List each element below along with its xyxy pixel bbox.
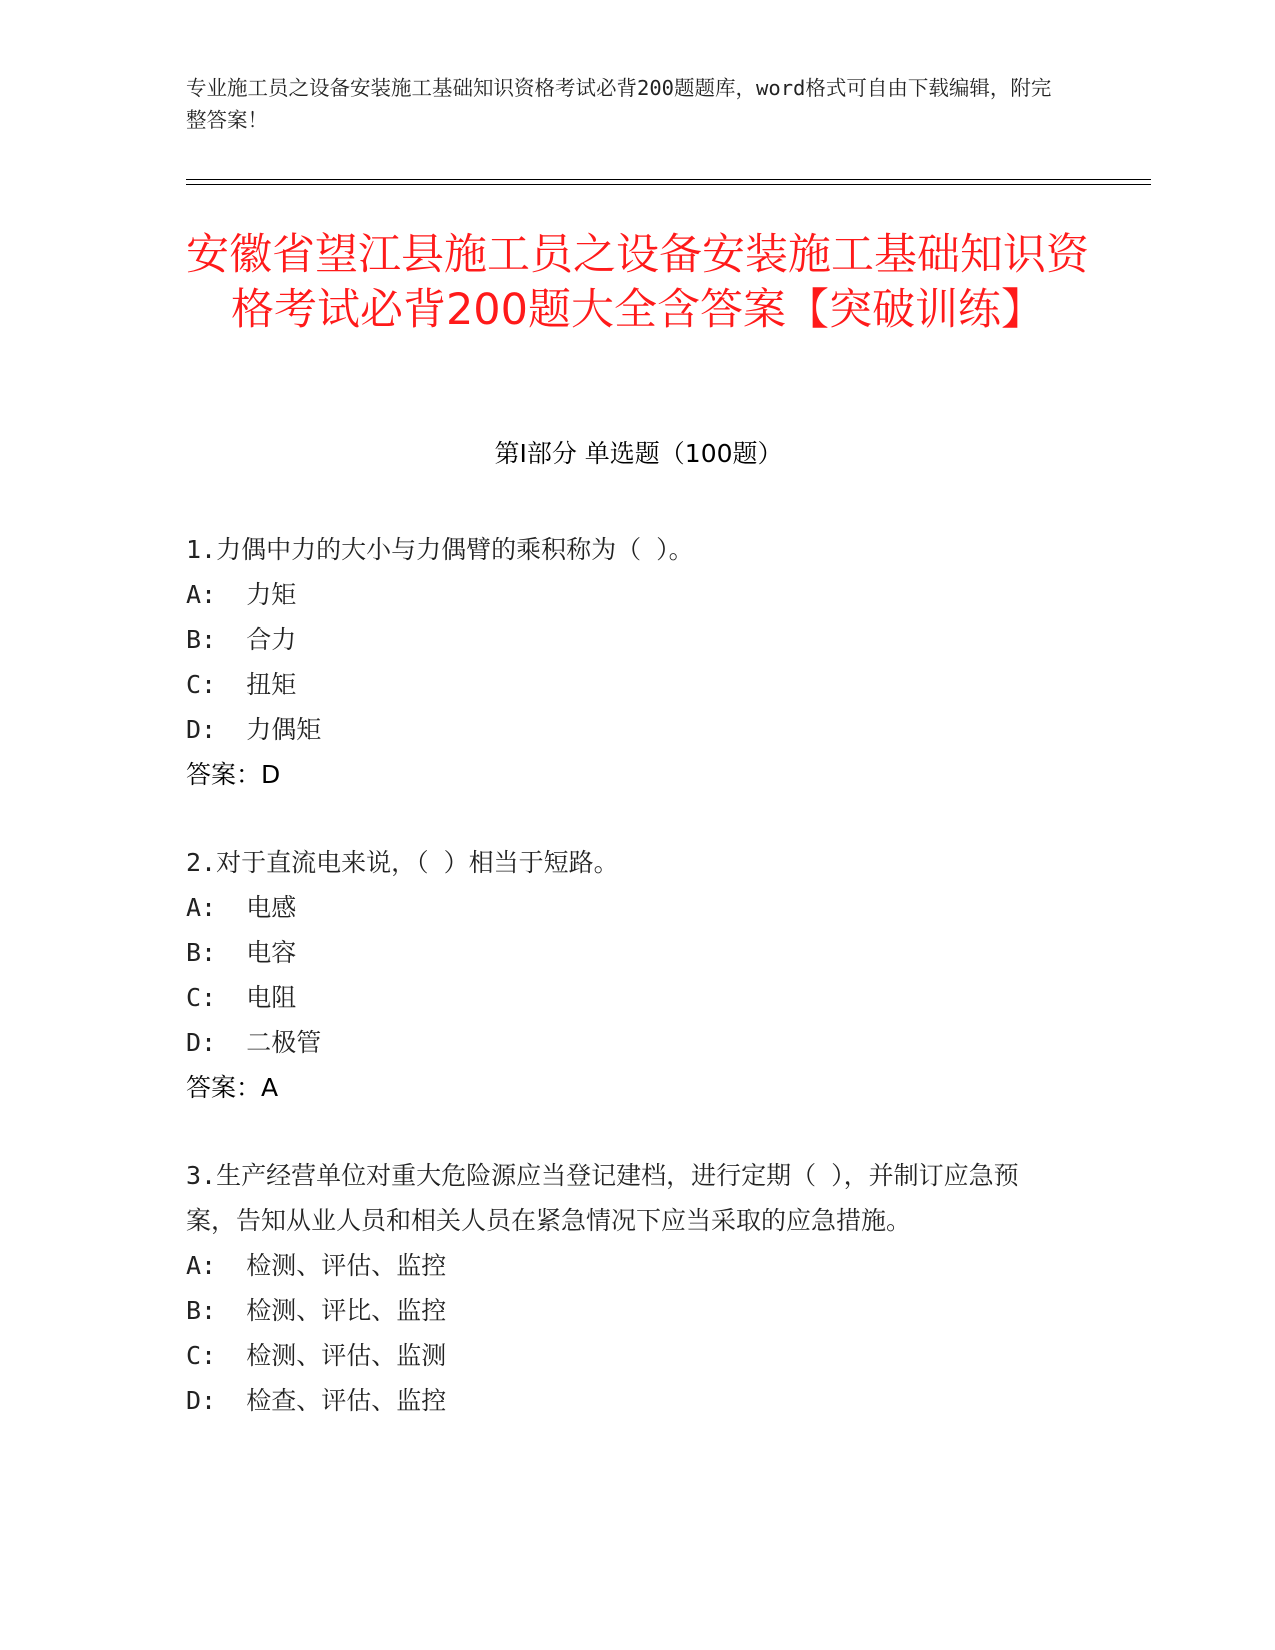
option-c: C: 电阻 [186,983,297,1012]
divider-line [186,184,1151,185]
document-title: 安徽省望江县施工员之设备安装施工基础知识资格考试必背200题大全含答案【突破训练】 [186,230,1089,335]
question-item [186,840,1066,1110]
option-a: A: 电感 [186,893,297,922]
answer: 答案：A [186,1073,279,1102]
question-text: 2.对于直流电来说，（ ）相当于短路。 [186,848,619,877]
option-a: A: 力矩 [186,580,297,609]
option-c: C: 扭矩 [186,670,297,699]
option-a: A: 检测、评估、监控 [186,1251,447,1280]
option-d: D: 二极管 [186,1028,322,1057]
answer: 答案：D [186,760,281,789]
header-note: 专业施工员之设备安装施工基础知识资格考试必背200题题库，word格式可自由下载编辑，附完整答案！ [186,76,1052,132]
option-b: B: 电容 [186,938,297,967]
option-c: C: 检测、评估、监测 [186,1341,447,1370]
divider-line [186,179,1151,180]
question-item [186,1153,1066,1423]
option-b: B: 合力 [186,625,297,654]
question-text: 3.生产经营单位对重大危险源应当登记建档，进行定期（ ），并制订应急预案，告知从业人员和相关人员在紧急情况下应当采取的应急措施。 [186,1161,1019,1235]
option-d: D: 力偶矩 [186,715,322,744]
section-title: 第I部分 单选题（100题） [494,439,783,468]
question-text: 1.力偶中力的大小与力偶臂的乘积称为（ ）。 [186,535,694,564]
question-item [186,527,1066,797]
option-b: B: 检测、评比、监控 [186,1296,447,1325]
question-list [186,527,1066,1466]
option-d: D: 检查、评估、监控 [186,1386,447,1415]
